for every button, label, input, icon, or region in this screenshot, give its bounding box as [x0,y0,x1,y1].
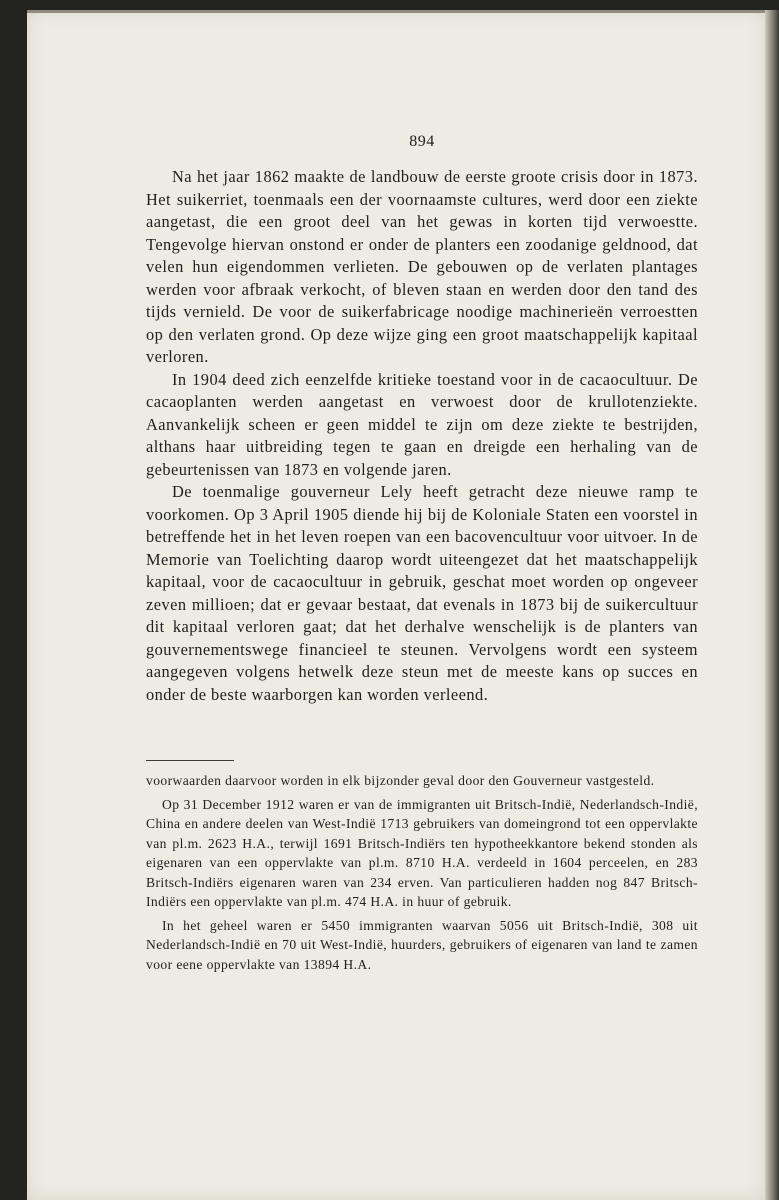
paragraph: In 1904 deed zich eenzelfde kritieke toestand voor in de cacaocultuur. De cacaoplanten werden aangetast en verwoest door de krullotenziekte. Aanvankelijk scheen er geen middel te zijn om deze ziekte te bestrijden, althans haar uitbreiding tegen te gaan en dreigde een herhaling van de gebeurtenissen van 1873 en volgende jaren. [146,369,698,479]
page-top-edge [27,10,765,13]
footnote: In het geheel waren er 5450 immigranten waarvan 5056 uit Britsch-Indië, 308 uit Nederlandsch-Indië en 70 uit West-Indië, huurders, gebruikers of eigenaren van land te zamen voor eene oppervlakte van 13894 H.A. [146,917,698,972]
paragraph: De toenmalige gouverneur Lely heeft getracht deze nieuwe ramp te voorkomen. Op 3 April 1905 diende hij bij de Koloniale Staten een voorstel in betreffende het in het leven roepen van een bacovencultuur voor uitvoer. In de Memorie van Toelichting daarop wordt uiteengezet dat het maatschappelijk kapitaal, voor de cacaocultuur in gebruik, geschat moet worden op ongeveer zeven millioen; dat er gevaar bestaat, dat evenals in 1873 bij de suikercultuur dit kapitaal verloren gaat; dat het derhalve wenschelijk is de planters van gouvernementswege financieel te steunen. Vervolgens wordt een systeem aangegeven volgens hetwelk deze steun met de meeste kans op succes en onder de beste waarborgen kan worden verleend. [146,482,698,704]
footnotes [146,771,698,978]
page-number: 894 [409,133,435,150]
paragraph: Na het jaar 1862 maakte de landbouw de eerste groote crisis door in 1873. Het suikerriet, toenmaals een der voornaamste cultures, werd door een ziekte aangetast, die een groot deel van het gewas in korten tijd verwoestte. Tengevolge hiervan onstond er onder de planters een zoodanige geldnood, dat velen hun eigendommen verlieten. De gebouwen op de verlaten plantages werden voor afbraak verkocht, of bleven staan en werden door den tand des tijds vernield. De voor de suikerfabricage noodige machinerieën verroestten op den verlaten grond. Op deze wijze ging een groot maatschappelijk kapitaal verloren. [146,167,698,366]
footnote: voorwaarden daarvoor worden in elk bijzonder geval door den Gouverneur vastgesteld. [146,773,655,788]
footnote-divider [146,760,234,761]
body-text [146,166,698,706]
page-right-edge [765,10,779,1200]
footnote: Op 31 December 1912 waren er van de immigranten uit Britsch-Indië, Nederlandsch-Indië, China en andere deelen van West-Indië 1713 gebruikers van domeingrond tot een oppervlakte van pl.m. 2623 H.A., terwijl 1691 Britsch-Indiërs ten hypotheekkantore bekend stonden als eigenaren van een oppervlakte van pl.m. 8710 H.A. verdeeld in 1604 perceelen, en 283 Britsch-Indiërs eigenaren waren van 234 erven. Van particulieren hadden nog 847 Britsch-Indiërs een oppervlakte van pl.m. 474 H.A. in huur of gebruik. [146,796,698,909]
